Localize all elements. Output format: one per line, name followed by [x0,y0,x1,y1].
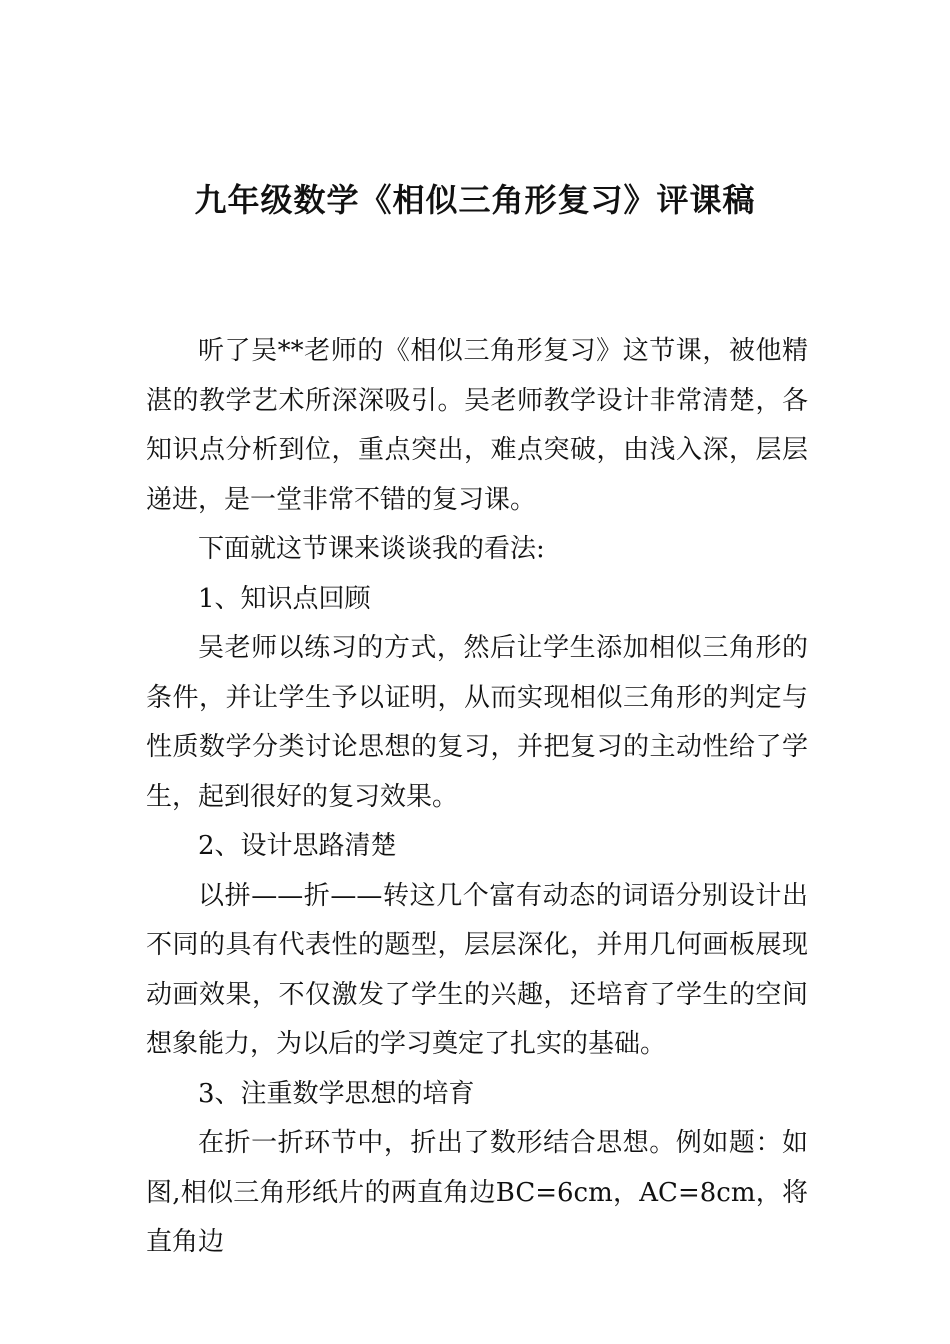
paragraph-section-1: 吴老师以练习的方式，然后让学生添加相似三角形的条件，并让学生予以证明，从而实现相似三角形的判定与性质数学分类讨论思想的复习，并把复习的主动性给了学生，起到很好的复习效果。 [146,633,808,812]
document-title: 九年级数学《相似三角形复习》评课稿 [194,181,756,219]
paragraph-opinion-lead: 下面就这节课来谈谈我的看法: [198,534,545,564]
section-heading-2: 2、设计思路清楚 [198,831,397,861]
paragraph-section-2: 以拼——折——转这几个富有动态的词语分别设计出不同的具有代表性的题型，层层深化，并用几何画板展现动画效果，不仅激发了学生的兴趣，还培育了学生的空间想象能力，为以后的学习奠定了扎实的基础。 [146,880,808,1059]
section-heading-3: 3、注重数学思想的培育 [198,1078,475,1109]
paragraph-section-3: 在折一折环节中，折出了数形结合思想。例如题：如图,相似三角形纸片的两直角边BC=6cm，AC=8cm，将直角边 [146,1128,808,1257]
section-heading-1: 1、知识点回顾 [198,583,371,614]
paragraph-intro: 听了吴**老师的《相似三角形复习》这节课，被他精湛的教学艺术所深深吸引。吴老师教学设计非常清楚，各知识点分析到位，重点突出，难点突破，由浅入深，层层递进，是一堂非常不错的复习课。 [146,336,808,515]
document-body [146,327,808,1268]
